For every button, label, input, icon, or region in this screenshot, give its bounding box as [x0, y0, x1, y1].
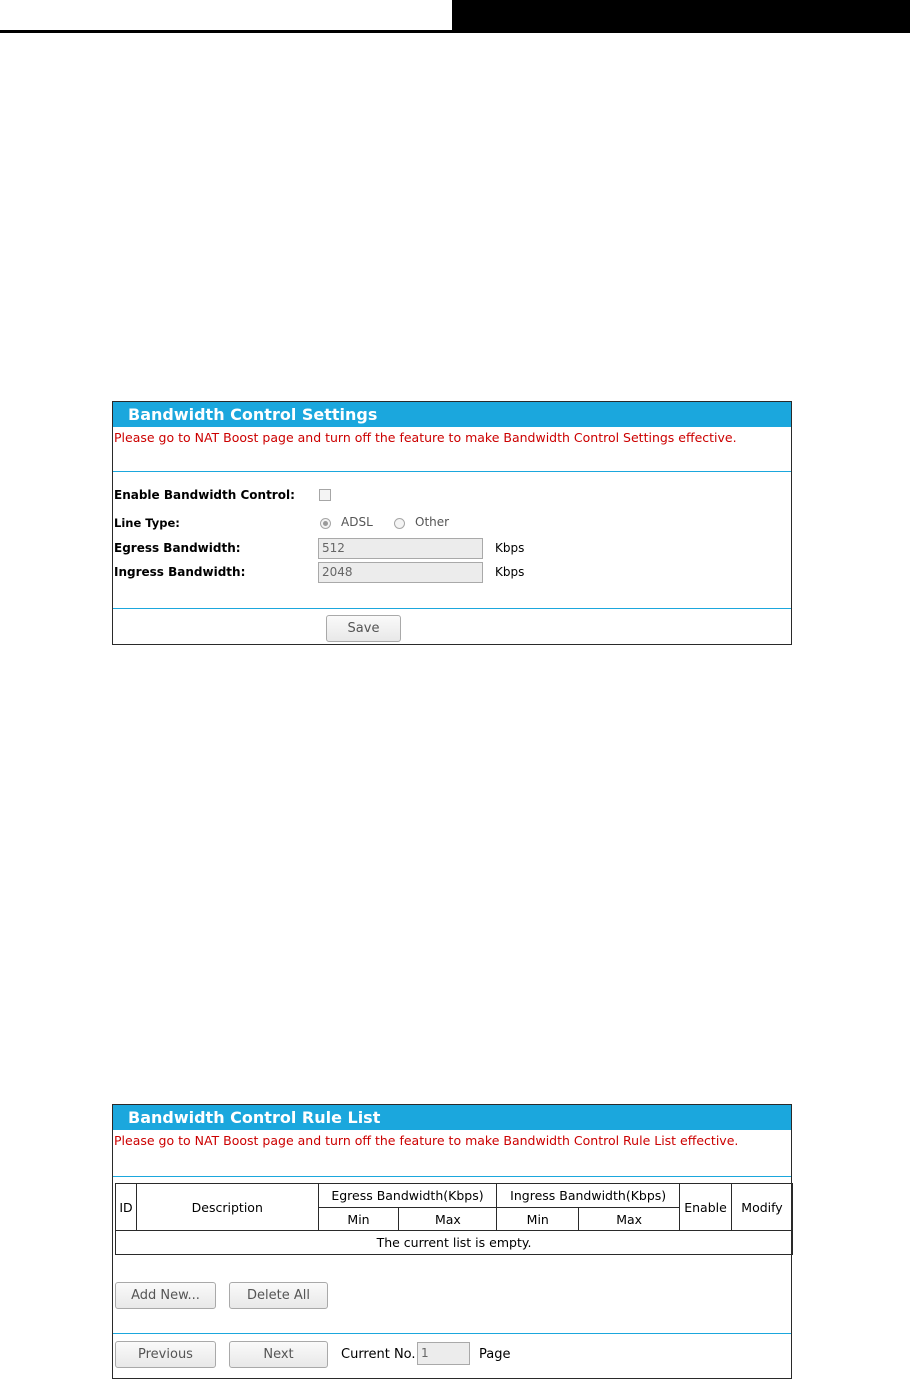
save-button[interactable]: Save [326, 615, 401, 642]
rule-table [115, 1183, 793, 1255]
line-type-label: Line Type: [114, 516, 180, 530]
settings-panel [112, 401, 792, 645]
egress-unit: Kbps [495, 541, 525, 555]
column-modify: Modify [732, 1184, 793, 1231]
rule-list-notice: Please go to NAT Boost page and turn off the feature to make Bandwidth Control Rule List effective. [114, 1133, 739, 1148]
next-button[interactable]: Next [229, 1341, 328, 1368]
settings-notice: Please go to NAT Boost page and turn off the feature to make Bandwidth Control Settings effective. [114, 430, 737, 445]
divider [113, 471, 791, 472]
column-id: ID [116, 1184, 137, 1231]
column-ingress-max: Max [579, 1208, 680, 1231]
line-type-adsl-label: ADSL [341, 515, 373, 529]
line-type-other-label: Other [415, 515, 450, 529]
egress-bandwidth-label: Egress Bandwidth: [114, 541, 241, 555]
previous-button[interactable]: Previous [115, 1341, 216, 1368]
ingress-unit: Kbps [495, 565, 525, 579]
column-description: Description [136, 1184, 318, 1231]
current-no-input[interactable]: 1 [417, 1342, 470, 1365]
column-enable: Enable [680, 1184, 732, 1231]
header-bar [452, 0, 910, 33]
rule-list-panel [112, 1104, 792, 1379]
column-ingress-min: Min [497, 1208, 579, 1231]
ingress-bandwidth-label: Ingress Bandwidth: [114, 565, 246, 579]
line-type-adsl-radio[interactable] [320, 518, 331, 529]
column-egress-min: Min [318, 1208, 399, 1231]
enable-bandwidth-checkbox[interactable] [319, 489, 331, 501]
column-ingress: Ingress Bandwidth(Kbps) [497, 1184, 680, 1208]
line-type-other-radio[interactable] [394, 518, 405, 529]
page-label: Page [479, 1347, 511, 1362]
divider [113, 1333, 791, 1334]
column-egress: Egress Bandwidth(Kbps) [318, 1184, 497, 1208]
ingress-bandwidth-input[interactable]: 2048 [318, 562, 483, 583]
delete-all-button[interactable]: Delete All [229, 1282, 328, 1309]
add-new-button[interactable]: Add New... [115, 1282, 216, 1309]
enable-bandwidth-label: Enable Bandwidth Control: [114, 488, 295, 502]
egress-bandwidth-input[interactable]: 512 [318, 538, 483, 559]
empty-list-message: The current list is empty. [116, 1231, 793, 1255]
rule-list-title: Bandwidth Control Rule List [113, 1105, 791, 1130]
divider [113, 1176, 791, 1177]
current-no-label: Current No. [341, 1347, 416, 1362]
divider [113, 608, 791, 609]
column-egress-max: Max [399, 1208, 497, 1231]
header-rule [0, 30, 452, 33]
settings-title: Bandwidth Control Settings [113, 402, 791, 427]
